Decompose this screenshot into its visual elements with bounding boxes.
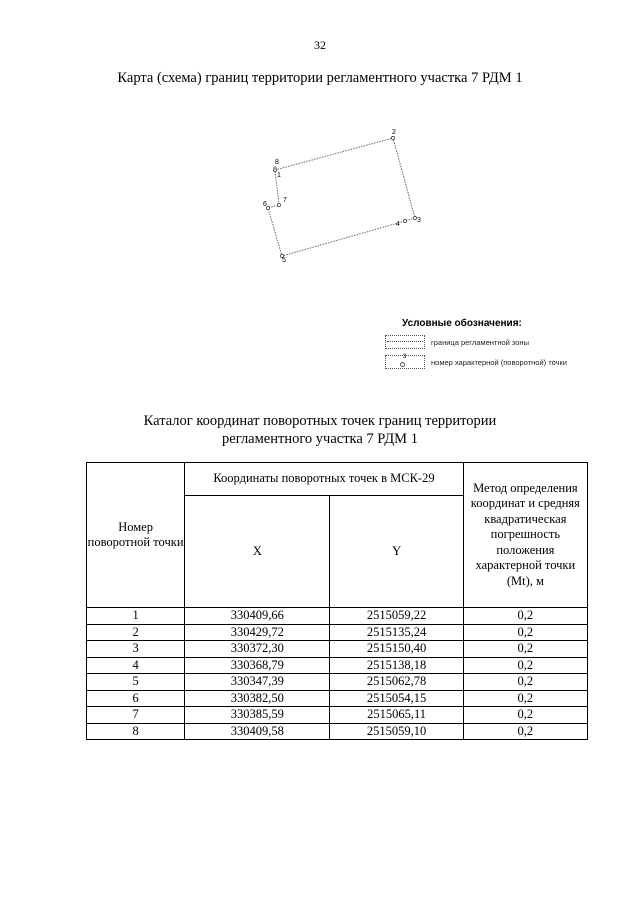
legend-title: Условные обозначения: — [402, 318, 522, 329]
point-marker-7 — [277, 203, 280, 206]
point-marker-4 — [403, 219, 406, 222]
cell-y: 2515065,11 — [330, 707, 463, 724]
cell-method: 0,2 — [463, 641, 587, 658]
cell-y: 2515054,15 — [330, 690, 463, 707]
table-row — [87, 624, 588, 641]
cell-point: 1 — [87, 608, 185, 625]
cell-point: 4 — [87, 657, 185, 674]
cell-y: 2515062,78 — [330, 674, 463, 691]
table-row — [87, 723, 588, 740]
cell-method: 0,2 — [463, 723, 587, 740]
cell-method: 0,2 — [463, 624, 587, 641]
cell-method: 0,2 — [463, 674, 587, 691]
cell-x: 330385,59 — [185, 707, 330, 724]
cell-method: 0,2 — [463, 707, 587, 724]
table-row — [87, 707, 588, 724]
coordinates-table — [86, 462, 588, 740]
header-point-number: Номер поворотной точки — [87, 463, 185, 608]
table-row — [87, 641, 588, 658]
point-marker-icon — [400, 362, 405, 367]
header-x: X — [185, 496, 330, 608]
point-label-4: 4 — [396, 221, 400, 228]
cell-point: 5 — [87, 674, 185, 691]
catalog-title-line1: Каталог координат поворотных точек границ территории — [143, 413, 497, 429]
map-legend — [385, 318, 615, 369]
table-row — [87, 690, 588, 707]
point-label-2: 2 — [392, 129, 396, 136]
cell-point: 2 — [87, 624, 185, 641]
point-label-8: 8 — [275, 159, 279, 166]
table-row — [87, 608, 588, 625]
legend-item-point — [385, 355, 615, 369]
catalog-title-line2: регламентного участка 7 РДМ 1 — [222, 431, 418, 447]
cell-method: 0,2 — [463, 608, 587, 625]
catalog-title — [0, 412, 640, 448]
cell-x: 330347,39 — [185, 674, 330, 691]
cell-y: 2515150,40 — [330, 641, 463, 658]
cell-x: 330409,58 — [185, 723, 330, 740]
legend-symbol-number: 3 — [403, 354, 407, 360]
cell-y: 2515135,24 — [330, 624, 463, 641]
point-label-1: 1 — [277, 172, 281, 179]
boundary-line-swatch — [385, 335, 425, 349]
cell-x: 330409,66 — [185, 608, 330, 625]
header-method: Метод определения координат и средняя квадратическая погрешность положения характерной точки (Мt), м — [463, 463, 587, 608]
point-label-6: 6 — [263, 201, 267, 208]
header-y: Y — [330, 496, 463, 608]
cell-x: 330372,30 — [185, 641, 330, 658]
cell-point: 7 — [87, 707, 185, 724]
legend-item-boundary — [385, 335, 615, 349]
legend-item-label: граница регламентной зоны — [431, 337, 529, 347]
point-label-3: 3 — [417, 217, 421, 224]
cell-point: 8 — [87, 723, 185, 740]
cell-x: 330368,79 — [185, 657, 330, 674]
cell-y: 2515059,22 — [330, 608, 463, 625]
table-row — [87, 657, 588, 674]
cell-y: 2515138,18 — [330, 657, 463, 674]
point-marker-2 — [391, 136, 394, 139]
cell-x: 330429,72 — [185, 624, 330, 641]
header-coordinates: Координаты поворотных точек в МСК-29 — [185, 463, 464, 496]
point-number-swatch — [385, 355, 425, 369]
point-marker-8 — [274, 167, 276, 169]
table-row — [87, 674, 588, 691]
cell-method: 0,2 — [463, 690, 587, 707]
boundary-scheme-svg — [255, 122, 435, 272]
point-label-5: 5 — [282, 257, 286, 264]
cell-point: 3 — [87, 641, 185, 658]
regulation-zone-boundary — [268, 138, 415, 256]
cell-y: 2515059,10 — [330, 723, 463, 740]
cell-method: 0,2 — [463, 657, 587, 674]
map-title: Карта (схема) границ территории регламентного участка 7 РДМ 1 — [117, 70, 523, 86]
cell-point: 6 — [87, 690, 185, 707]
page-number: 32 — [314, 38, 326, 52]
legend-item-label: номер характерной (поворотной) точки — [431, 357, 567, 367]
boundary-scheme — [255, 122, 435, 272]
cell-x: 330382,50 — [185, 690, 330, 707]
point-label-7: 7 — [283, 197, 287, 204]
